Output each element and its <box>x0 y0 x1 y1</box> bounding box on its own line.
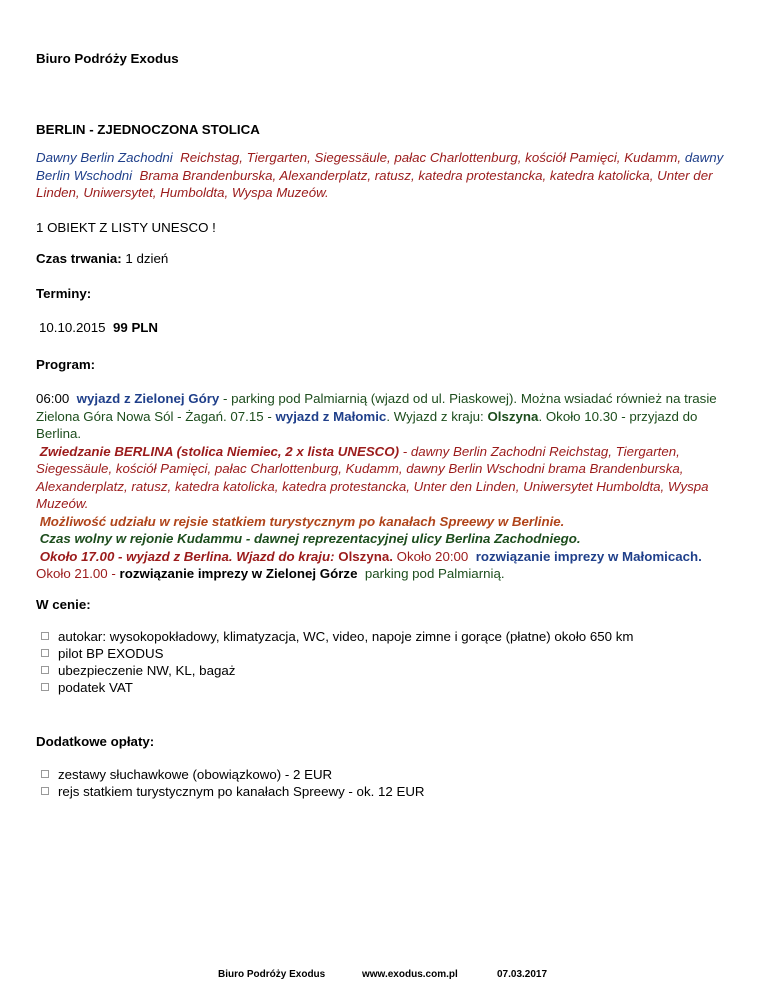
intro-west-places: Reichstag, Tiergarten, Siegessäule, pałac Charlottenburg, kościół Pamięci, Kudamm, <box>180 150 682 165</box>
intro-east-label: dawny Berlin Wschodni <box>36 150 724 183</box>
bullet-icon <box>41 666 49 674</box>
duration-row <box>36 250 736 268</box>
footer-company: Biuro Podróży Exodus <box>218 969 326 980</box>
p1-time: 06:00 <box>36 391 70 406</box>
dates-row <box>36 319 739 337</box>
intro-west-label: Dawny Berlin Zachodni <box>36 150 173 165</box>
date-value: 10.10.2015 <box>39 320 106 335</box>
bullet-icon <box>41 770 49 778</box>
p1-depart2: wyjazd z Małomic <box>275 408 387 424</box>
list-item: pilot BP EXODUS <box>36 645 736 662</box>
extra-label: Dodatkowe opłaty: <box>36 734 155 749</box>
extra-list <box>36 766 736 800</box>
p1-text2: . Wyjazd z kraju: <box>386 408 484 424</box>
duration-label: Czas trwania: <box>36 251 122 266</box>
intro-paragraph <box>36 149 736 202</box>
p5-time: Około 20:00 <box>396 548 469 564</box>
footer-date: 07.03.2017 <box>497 969 548 980</box>
p5-end-malomice: rozwiązanie imprezy w Małomicach. <box>475 548 702 564</box>
bullet-icon <box>41 649 49 657</box>
list-item: ubezpieczenie NW, KL, bagaż <box>36 662 736 679</box>
page-title: BERLIN - ZJEDNOCZONA STOLICA <box>36 122 260 137</box>
dates-label: Terminy: <box>36 286 92 301</box>
p5-departure: Około 17.00 - wyjazd z Berlina. Wjazd do kraju: <box>39 548 335 564</box>
list-item: rejs statkiem turystycznym po kanałach Spreewy - ok. 12 EUR <box>36 783 736 800</box>
duration-value: 1 dzień <box>125 251 169 266</box>
included-label: W cenie: <box>36 597 91 612</box>
intro-east-places: Brama Brandenburska, Alexanderplatz, ratusz, katedra protestancka, katedra katolicka, Unter der Linden, Uniwersytet, Humboldta, Wyspa Muzeów. <box>36 167 713 200</box>
p5-border: Olszyna. <box>338 548 393 564</box>
p4-freetime: Czas wolny w rejonie Kudammu - dawnej reprezentacyjnej ulicy Berlina Zachodniego. <box>39 531 581 546</box>
list-item: autokar: wysokopokładowy, klimatyzacja, WC, video, napoje zimne i gorące (płatne) około 650 km <box>36 628 736 645</box>
p5-parking: parking pod Palmiarnią. <box>364 566 505 581</box>
p1-text3: . Około 10.30 - przyjazd do Berlina. <box>36 408 698 441</box>
bullet-icon <box>41 632 49 640</box>
p5-end-zg: rozwiązanie imprezy w Zielonej Górze <box>119 566 358 581</box>
included-list <box>36 628 736 696</box>
p2-title: Zwiedzanie BERLINA (stolica Niemiec, 2 x lista UNESCO) <box>39 443 400 459</box>
p2-text: - dawny Berlin Zachodni Reichstag, Tiergarten, Siegessäule, kościół Pamięci, pałac Charlottenburg, Kudamm, dawny Berlin Wschodni brama Brandenburska, Alexanderplatz, ratusz, katedra katolicka, katedra protestancka, Unter den Linden, Uniwersytet Humboldta, Wyspa Muzeów. <box>36 443 709 511</box>
p1-border: Olszyna <box>487 408 539 424</box>
company-header: Biuro Podróży Exodus <box>36 51 179 66</box>
unesco-note: 1 OBIEKT Z LISTY UNESCO ! <box>36 220 216 235</box>
program-paragraph <box>36 390 736 583</box>
price-value: 99 PLN <box>112 320 159 335</box>
bullet-icon <box>41 683 49 691</box>
p1-text: - parking pod Palmiarnią (wjazd od ul. Piaskowej). Można wsiadać również na trasie Zielona Góra Nowa Sól - Żagań. 07.15 - <box>36 391 717 424</box>
program-label: Program: <box>36 357 96 372</box>
list-item: podatek VAT <box>36 679 736 696</box>
bullet-icon <box>41 787 49 795</box>
footer-website[interactable]: www.exodus.com.pl <box>362 969 458 980</box>
p3-cruise: Możliwość udziału w rejsie statkiem turystycznym po kanałach Spreewy w Berlinie. <box>39 513 565 529</box>
p1-depart: wyjazd z Zielonej Góry <box>76 391 220 406</box>
p5-time2: Około 21.00 - <box>36 566 116 581</box>
list-item: zestawy słuchawkowe (obowiązkowo) - 2 EUR <box>36 766 736 783</box>
